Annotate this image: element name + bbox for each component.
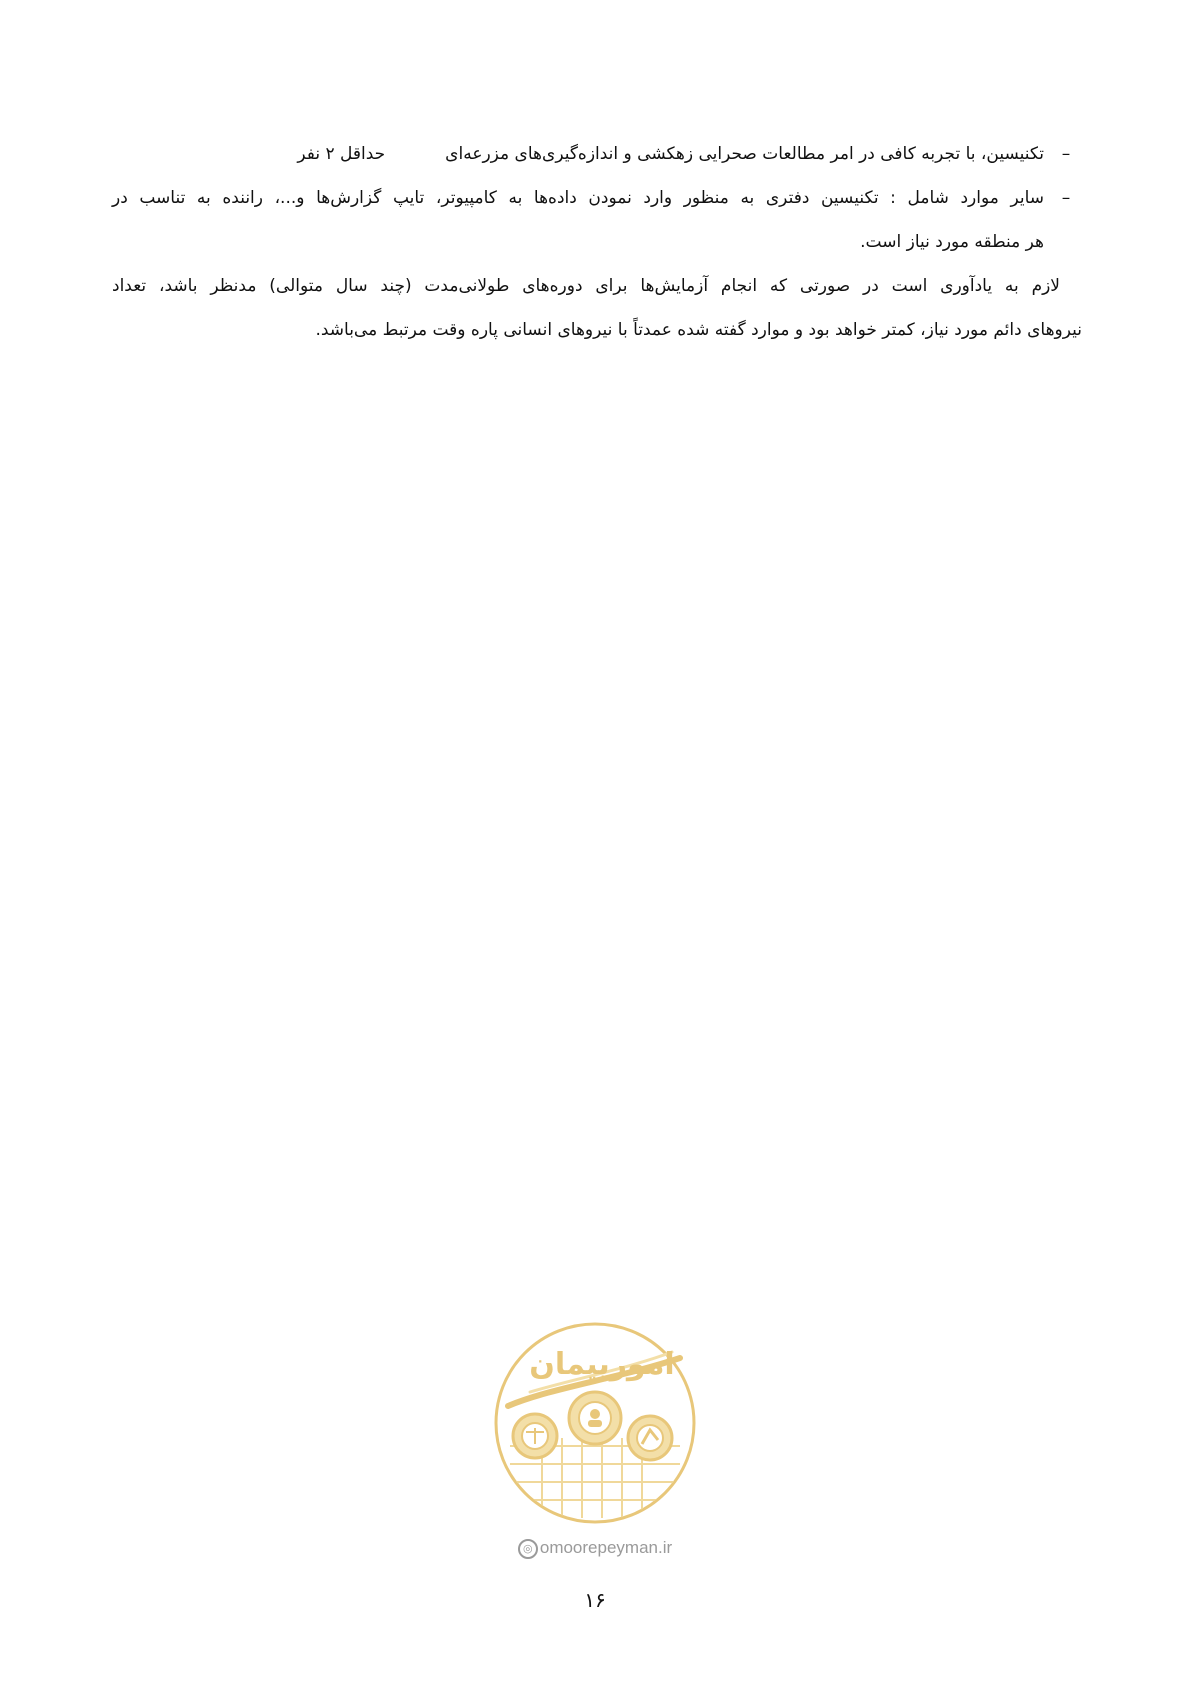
gear-person-icon <box>569 1392 621 1444</box>
note-paragraph <box>112 264 1082 352</box>
document-body <box>112 132 1082 352</box>
bullet-text-line-1: سایر موارد شامل : تکنیسین دفتری به منظور وارد نمودن داده‌ها به کامپیوتر، تایپ گزارش‌ها و...، راننده به تناسب در <box>112 188 1044 208</box>
bullet-dash: – <box>1061 144 1071 164</box>
bullet-item-other-staff <box>112 176 1082 264</box>
paragraph-line-2: نیروهای دائم مورد نیاز، کمتر خواهد بود و موارد گفته شده عمدتاً با نیروهای انسانی پاره وقت مرتبط می‌باشد. <box>315 320 1082 340</box>
instagram-icon: ◎ <box>518 1539 538 1559</box>
watermark <box>495 1538 695 1559</box>
bullet-line <box>112 132 1044 176</box>
bullet-item-technician <box>112 132 1082 176</box>
bullet-text-line-2: هر منطقه مورد نیاز است. <box>860 232 1044 252</box>
bullet-text: تکنیسین، با تجربه کافی در امر مطالعات صحرایی زهکشی و اندازه‌گیری‌های مزرعه‌ای <box>445 144 1044 164</box>
gear-excavator-icon <box>628 1416 672 1460</box>
logo-text: امورپیمان <box>529 1347 675 1382</box>
paragraph-line-1: لازم به یادآوری است در صورتی که انجام آزمایش‌ها برای دوره‌های طولانی‌مدت (چند سال متوالی) مدنظر باشد، تعداد <box>112 276 1060 296</box>
gear-scale-icon <box>513 1414 557 1458</box>
page-number: ۱۶ <box>584 1588 606 1612</box>
bullet-count: حداقل ۲ نفر <box>297 144 386 164</box>
logo-emblem <box>490 1318 700 1528</box>
watermark-text: omoorepeyman.ir <box>539 1538 673 1557</box>
omoorepeyman-logo <box>490 1318 700 1528</box>
bullet-dash: – <box>1061 188 1071 208</box>
